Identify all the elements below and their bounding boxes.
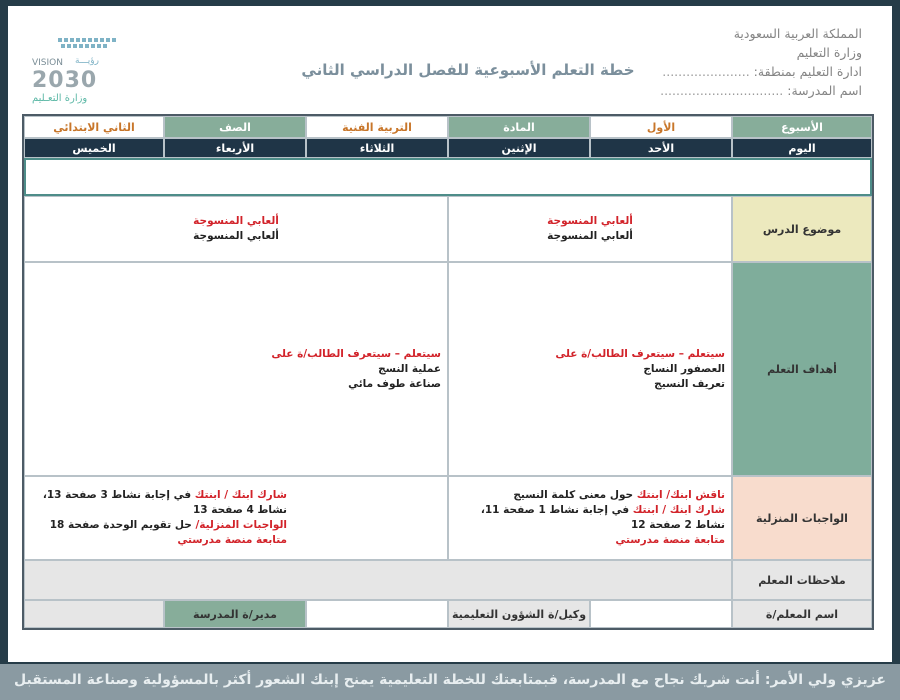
homework-cell-left: [24, 476, 448, 560]
homework-left-p1-black: في إجابة نشاط 3 صفحة 13، نشاط 4 صفحة 13: [42, 489, 287, 516]
teacher-notes-label: ملاحظات المعلم: [732, 560, 872, 600]
school-label: اسم المدرسة:: [787, 83, 862, 98]
header: [8, 6, 892, 106]
homework-label: الواجبات المنزلية: [732, 476, 872, 560]
homework-cell-right: [448, 476, 732, 560]
topic-cell-left: [24, 196, 448, 262]
day-sunday: الأحد: [590, 138, 732, 158]
deputy-field[interactable]: [306, 600, 448, 628]
week-label: الأسبوع: [732, 116, 872, 138]
page-title: خطة التعلم الأسبوعية للفصل الدراسي الثاني: [301, 61, 635, 79]
day-wednesday: الأربعاء: [164, 138, 306, 158]
logo-ministry: وزارة التعـليم: [32, 93, 88, 104]
homework-right-p1-black: حول معنى كلمة النسيج: [513, 489, 637, 501]
homework-left-p1: [31, 488, 287, 518]
org-info: [602, 24, 862, 100]
ministry-label: وزارة التعليم: [796, 45, 862, 60]
teacher-notes-field[interactable]: [24, 560, 732, 600]
parent-note-footer: عزيزي ولي الأمر: أنت شريك نجاح مع المدرسة، فبمتابعتك للخطة التعليمية يمنح إبنك الشعور أكثر بالمسؤولية وصناعة المستقبل: [0, 664, 900, 700]
week-value: الأول: [590, 116, 732, 138]
blank-band: [24, 158, 872, 196]
homework-right-content: [449, 488, 731, 548]
day-monday: الإثنين: [448, 138, 590, 158]
lesson-topic-label: موضوع الدرس: [732, 196, 872, 262]
principal-field[interactable]: [24, 600, 164, 628]
topic-left-red: ألعابي المنسوجة: [193, 215, 279, 227]
objectives-left-content: [265, 347, 447, 392]
homework-left-p3: متابعة منصة مدرستي: [177, 534, 287, 546]
day-label: اليوم: [732, 138, 872, 158]
homework-left-p2-red: الواجبات المنزلية/: [195, 519, 287, 531]
objectives-left-line2: صناعة طوف مائي: [348, 377, 441, 390]
grade-value: الثاني الابتدائي: [24, 116, 164, 138]
objectives-cell-left: [24, 262, 448, 476]
school-line: [602, 81, 862, 100]
topic-left-black: ألعابي المنسوجة: [193, 230, 279, 242]
objectives-left-intro: سيتعلم – سيتعرف الطالب/ة على: [271, 347, 441, 360]
homework-right-p2-red: شارك ابنك / ابنتك: [632, 504, 725, 516]
logo-year: 2030: [32, 68, 98, 93]
region-label: ادارة التعليم بمنطقة:: [753, 64, 862, 79]
subject-label: المادة: [448, 116, 590, 138]
logo-arabic-vision: رؤيـــة: [75, 56, 99, 66]
school-field[interactable]: ...............................: [660, 83, 784, 98]
plan-table: [22, 114, 874, 630]
vision-2030-logo: [30, 36, 140, 111]
subject-value: التربية الفنية: [306, 116, 448, 138]
homework-left-p2: [31, 518, 287, 533]
homework-left-content: [25, 488, 447, 548]
topic-right-red: ألعابي المنسوجة: [547, 215, 633, 227]
region-field[interactable]: ......................: [662, 64, 750, 79]
topic-left-content: [187, 214, 285, 244]
kingdom-label: المملكة العربية السعودية: [733, 26, 862, 41]
homework-right-p1: [455, 488, 725, 503]
objectives-right-line1: العصفور النساج: [643, 362, 725, 375]
teacher-name-field[interactable]: [590, 600, 732, 628]
homework-right-p1-red: ناقش ابنك/ ابنتك: [636, 489, 725, 501]
homework-right-p2-black: في إجابة نشاط 1 صفحة 11، نشاط 2 صفحة 12: [480, 504, 725, 531]
grade-label: الصف: [164, 116, 306, 138]
logo-vision-text: VISION: [32, 58, 63, 68]
objectives-label: أهداف التعلم: [732, 262, 872, 476]
teacher-name-label: اسم المعلم/ة: [732, 600, 872, 628]
homework-right-p2: [455, 503, 725, 533]
deputy-label: وكيل/ة الشؤون التعليمية: [448, 600, 590, 628]
homework-left-p1-red: شارك ابنك / ابنتك: [194, 489, 287, 501]
objectives-left-line1: عملية النسج: [378, 362, 441, 375]
topic-right-content: [541, 214, 639, 244]
lesson-plan-sheet: [8, 6, 892, 662]
objectives-right-line2: تعريف النسيج: [654, 377, 725, 390]
objectives-right-intro: سيتعلم – سيتعرف الطالب/ة على: [555, 347, 725, 360]
day-thursday: الخميس: [24, 138, 164, 158]
topic-right-black: ألعابي المنسوجة: [547, 230, 633, 242]
objectives-cell-right: [448, 262, 732, 476]
topic-cell-right: [448, 196, 732, 262]
objectives-right-content: [549, 347, 731, 392]
homework-right-p3: متابعة منصة مدرستي: [615, 534, 725, 546]
principal-label: مدير/ة المدرسة: [164, 600, 306, 628]
day-tuesday: الثلاثاء: [306, 138, 448, 158]
homework-left-p2-black: حل تقويم الوحدة صفحة 18: [49, 519, 196, 531]
region-line: [602, 62, 862, 81]
